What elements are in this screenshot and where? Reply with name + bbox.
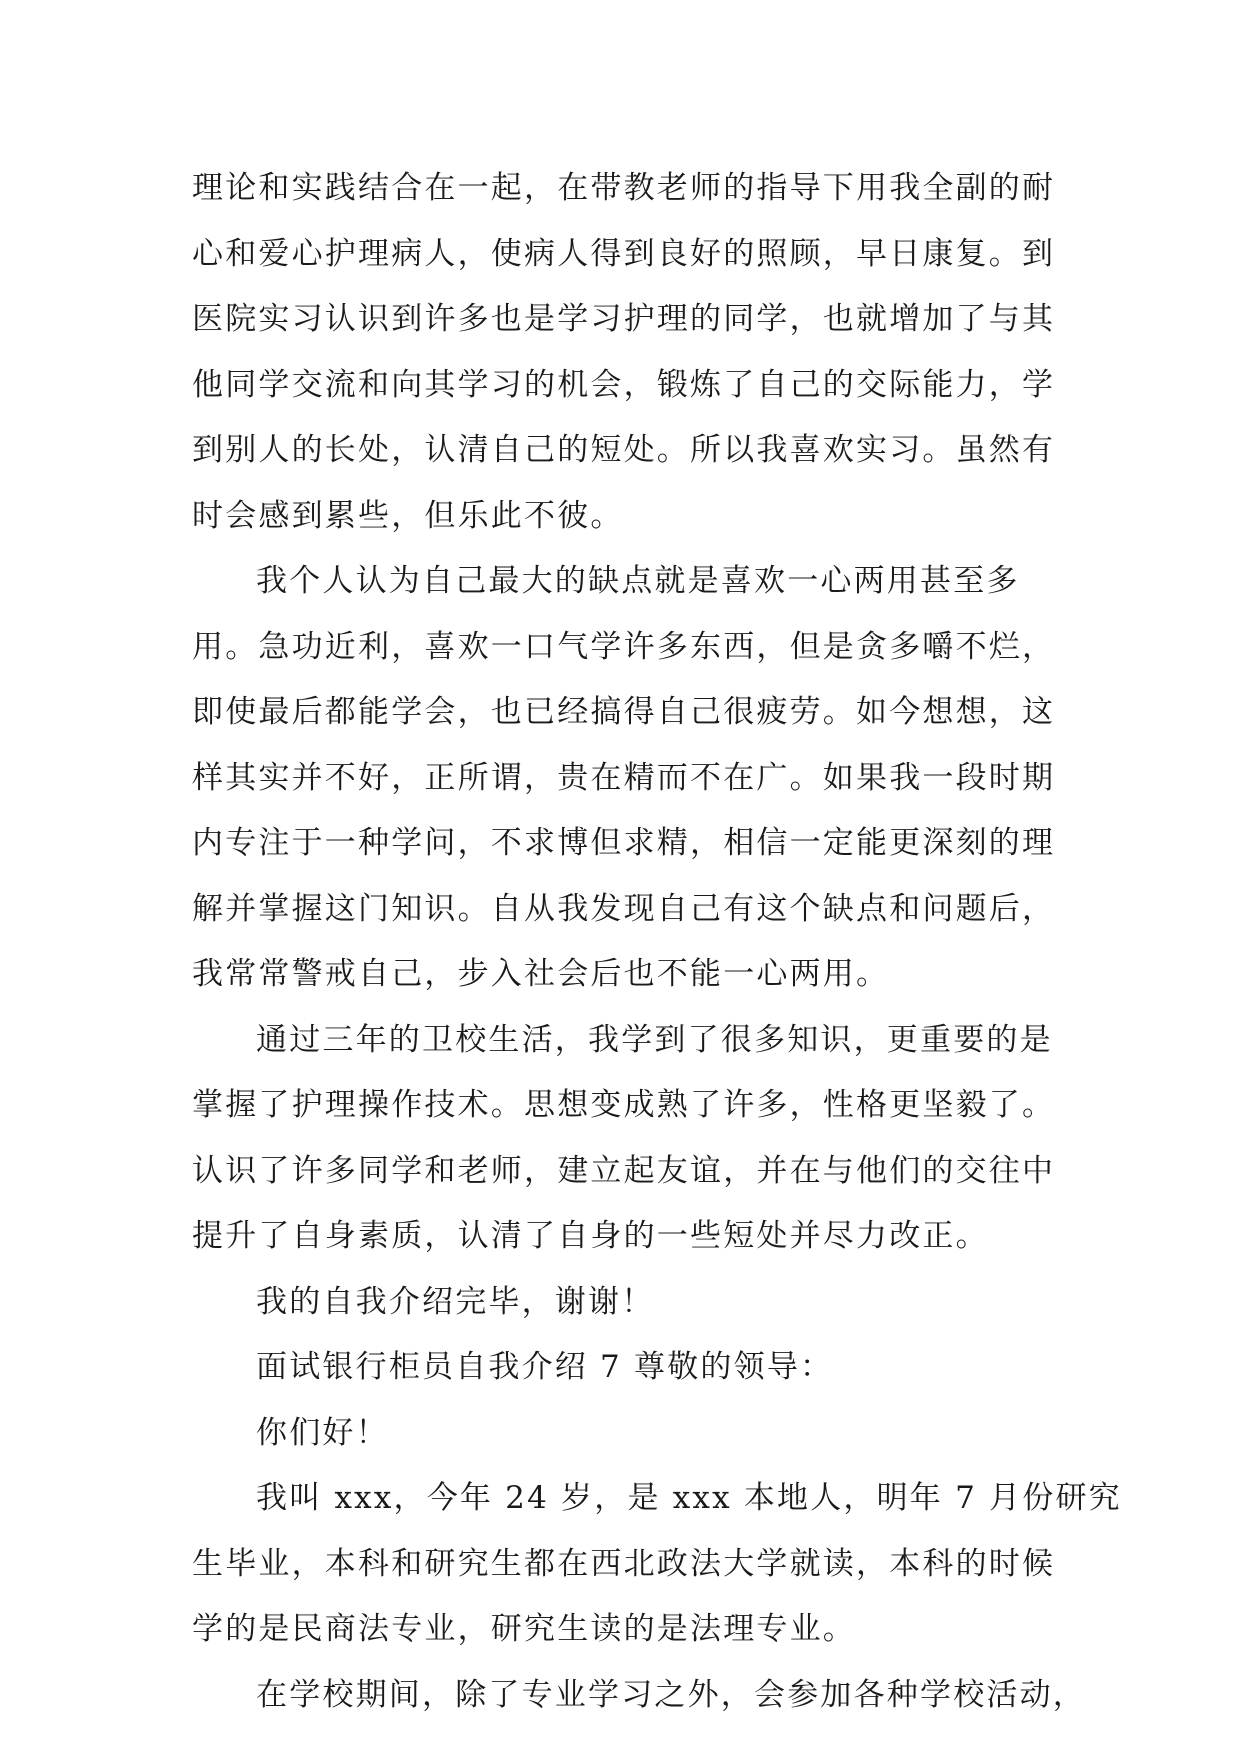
paragraph-first-line: 你们好！ [256,1414,389,1451]
paragraph-first-line: 我个人认为自己最大的缺点就是喜欢一心两用甚至多 [256,563,1020,599]
document-body [192,156,1122,1728]
text-line: 理论和实践结合在一起，在带教老师的指导下用我全副的耐 [192,170,1056,206]
paragraph-first-line: 我的自我介绍完毕，谢谢！ [256,1283,655,1320]
text-line: 生毕业，本科和研究生都在西北政法大学就读，本科的时候 [192,1545,1056,1582]
text-line: 用。急功近利，喜欢一口气学许多东西，但是贪多嚼不烂， [192,628,1056,665]
text-line: 他同学交流和向其学习的机会，锻炼了自己的交际能力，学 [192,366,1056,403]
paragraph-first-line: 面试银行柜员自我介绍 7 尊敬的领导： [256,1349,834,1385]
text-line: 内专注于一种学问，不求博但求精，相信一定能更深刻的理 [192,825,1056,861]
text-line: 心和爱心护理病人，使病人得到良好的照顾，早日康复。到 [192,235,1056,272]
text-line: 学的是民商法专业，研究生读的是法理专业。 [192,1611,856,1647]
text-line: 我常常警戒自己，步入社会后也不能一心两用。 [192,956,890,992]
text-line: 提升了自身素质，认清了自身的一些短处并尽力改正。 [192,1218,989,1254]
text-line: 即使最后都能学会，也已经搞得自己很疲劳。如今想想，这 [192,694,1056,730]
text-line: 认识了许多同学和老师，建立起友谊，并在与他们的交往中 [192,1152,1056,1189]
text-line: 到别人的长处，认清自己的短处。所以我喜欢实习。虽然有 [192,432,1056,468]
paragraph-first-line: 通过三年的卫校生活，我学到了很多知识，更重要的是 [256,1021,1053,1058]
text-line: 解并掌握这门知识。自从我发现自己有这个缺点和问题后， [192,890,1056,927]
text-line: 样其实并不好，正所谓，贵在精而不在广。如果我一段时期 [192,759,1056,796]
paragraph-first-line: 在学校期间，除了专业学习之外，会参加各种学校活动， [256,1676,1086,1713]
paragraph-first-line: 我叫 xxx，今年 24 岁，是 xxx 本地人，明年 7 月份研究 [256,1480,1122,1516]
text-line: 时会感到累些，但乐此不彼。 [192,497,624,534]
text-line: 掌握了护理操作技术。思想变成熟了许多，性格更坚毅了。 [192,1087,1056,1123]
text-line: 医院实习认识到许多也是学习护理的同学，也就增加了与其 [192,301,1056,337]
